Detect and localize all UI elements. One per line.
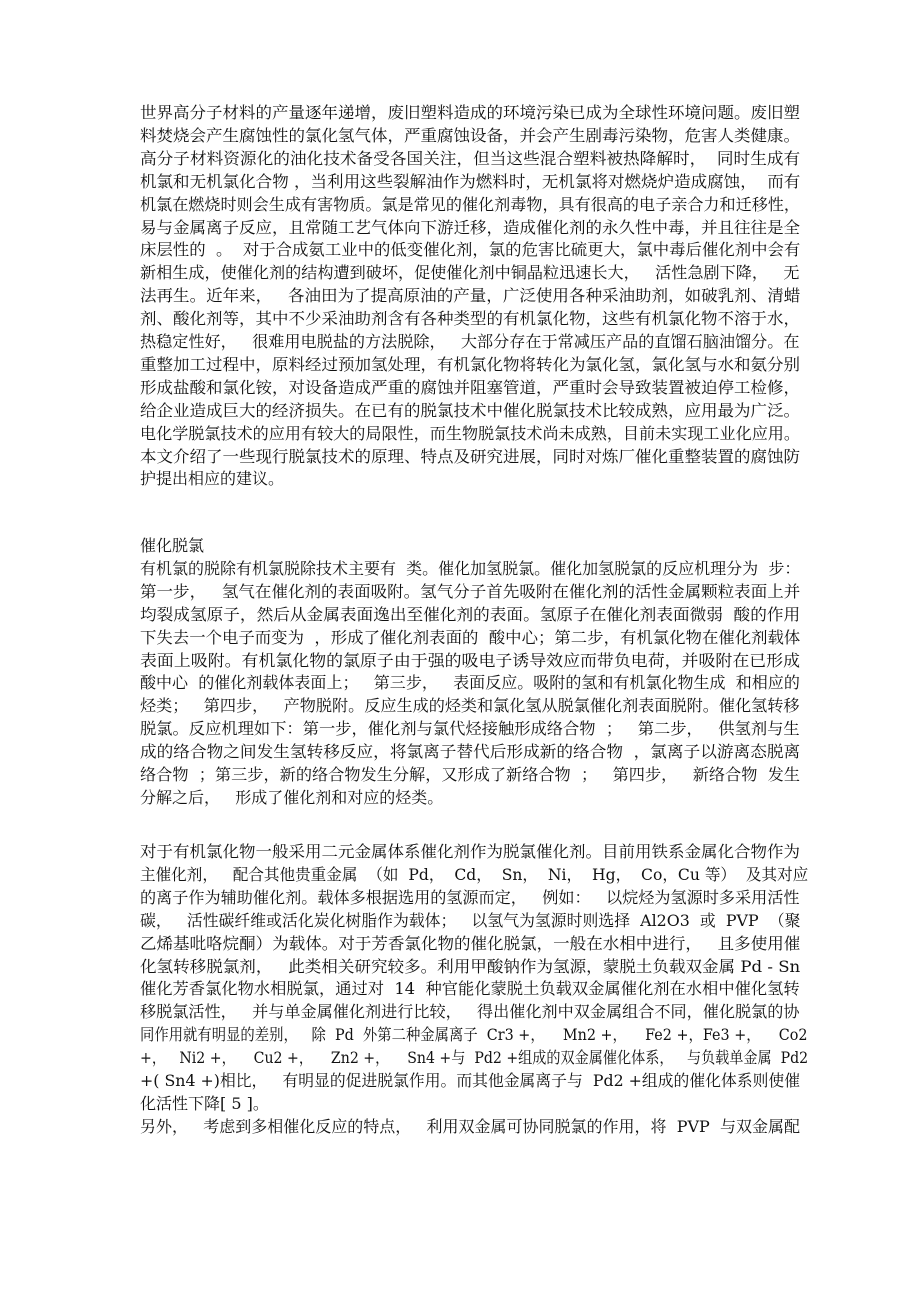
text-line: +， Ni2 +， Cu2 +， Zn2 +， Sn4 +与 Pd2 +组成的双金属催化体系， 与负载单金属 Pd2 [140, 1048, 809, 1068]
text-line: 重整加工过程中，原料经过预加氢处理，有机氯化物将转化为氯化氢，氯化氢与水和氨分别 [140, 354, 801, 374]
text-line: 有机氯的脱除有机氯脱除技术主要有 类。催化加氢脱氯。催化加氢脱氯的反应机理分为 步： [140, 558, 801, 578]
text-line: 化活性下降[ 5 ]。 [140, 1093, 269, 1113]
text-line: 高分子材料资源化的油化技术备受各国关注，但当这些混合塑料被热降解时， 同时生成有 [140, 148, 801, 168]
text-line: 移脱氯活性， 并与单金属催化剂进行比较， 得出催化剂中双金属组合不同，催化脱氯的协 [140, 1002, 800, 1022]
text-line: 世界高分子材料的产量逐年递增，废旧塑料造成的环境污染已成为全球性环境问题。废旧塑 [140, 103, 801, 122]
text-line: 电化学脱氯技术的应用有较大的局限性，而生物脱氯技术尚未成熟，目前未实现工业化应用。 [140, 423, 801, 443]
text-line: 脱氯。反应机理如下：第一步，催化剂与氯代烃接触形成络合物 ； 第二步， 供氢剂与生 [140, 719, 800, 739]
text-line: 剂、酸化剂等，其中不少采油助剂含有各种类型的有机氯化物，这些有机氯化物不溶于水， [140, 309, 801, 329]
text-line: 对于有机氯化物一般采用二元金属体系催化剂作为脱氯催化剂。目前用铁系金属化合物作为 [140, 842, 801, 861]
text-line: 表面上吸附。有机氯化物的氯原子由于强的吸电子诱导效应而带负电荷，并吸附在已形成 [140, 650, 801, 670]
text-line: 乙烯基吡咯烷酮）为载体。对于芳香氯化物的催化脱氯，一般在水相中进行， 且多使用催 [140, 933, 801, 953]
text-line: 成的络合物之间发生氢转移反应，将氯离子替代后形成新的络合物 ，氯离子以游离态脱离 [140, 742, 801, 762]
text-line: 易与金属离子反应，且常随工艺气体向下游迁移，造成催化剂的永久性中毒，并且往往是全 [140, 217, 801, 237]
text-line: 下失去一个电子而变为 ，形成了催化剂表面的 酸中心；第二步，有机氯化物在催化剂载体 [140, 627, 801, 647]
text-line: 另外， 考虑到多相催化反应的特点， 利用双金属可协同脱氯的作用，将 PVP 与双金属配 [140, 1116, 800, 1136]
text-line: 主催化剂， 配合其他贵重金属 （如 Pd， Cd， Sn， Ni， Hg， Co，Cu 等） 及其对应 [140, 864, 809, 884]
text-line: 同作用就有明显的差别， 除 Pd 外第二种金属离子 Cr3 +， Mn2 +， Fe2 +，Fe3 +， Co2 [140, 1025, 808, 1045]
text-line: 料焚烧会产生腐蚀性的氯化氢气体，严重腐蚀设备，并会产生剧毒污染物，危害人类健康。 [140, 125, 801, 145]
text-line: 形成盐酸和氯化铵，对设备造成严重的腐蚀并阻塞管道，严重时会导致装置被迫停工检修， [140, 377, 801, 397]
text-line: 的离子作为辅助催化剂。载体多根据选用的氢源而定， 例如： 以烷烃为氢源时多采用活性 [140, 887, 800, 907]
text-line: 机氯和无机氯化合物 ，当利用这些裂解油作为燃料时，无机氯将对燃烧炉造成腐蚀， 而有 [140, 171, 801, 191]
text-line: 化氢转移脱氯剂， 此类相关研究较多。利用甲酸钠作为氢源，蒙脱土负载双金属 Pd - Sn [140, 956, 801, 976]
text-line: 烃类； 第四步， 产物脱附。反应生成的烃类和氯化氢从脱氯催化剂表面脱附。催化氢转移 [140, 696, 800, 716]
text-line: 本文介绍了一些现行脱氯技术的原理、特点及研究进展，同时对炼厂催化重整装置的腐蚀防 [140, 446, 801, 466]
text-line: 络合物 ；第三步，新的络合物发生分解，又形成了新络合物 ； 第四步， 新络合物 发生 [140, 765, 801, 784]
text-line: 酸中心 的催化剂载体表面上； 第三步， 表面反应。吸附的氢和有机氯化物生成 和相应的 [140, 673, 800, 693]
text-line: 均裂成氢原子，然后从金属表面逸出至催化剂的表面。氢原子在催化剂表面微弱 酸的作用 [140, 604, 801, 624]
text-line: 催化脱氯 [140, 536, 205, 555]
text-line: 给企业造成巨大的经济损失。在已有的脱氯技术中催化脱氯技术比较成熟，应用最为广泛。 [140, 400, 801, 420]
text-line: 第一步， 氢气在催化剂的表面吸附。氢气分子首先吸附在催化剂的活性金属颗粒表面上并 [140, 581, 801, 601]
text-line: +( Sn4 +)相比， 有明显的促进脱氯作用。而其他金属离子与 Pd2 +组成的催化体系则使催 [140, 1071, 801, 1090]
text-line: 催化芳香氯化物水相脱氯，通过对 14 种官能化蒙脱土负载双金属催化剂在水相中催化氢转 [140, 979, 800, 999]
text-line: 机氯在燃烧时则会生成有害物质。氯是常见的催化剂毒物，具有很高的电子亲合力和迁移性， [140, 194, 801, 214]
text-line: 分解之后， 形成了催化剂和对应的烃类。 [140, 787, 444, 807]
text-line: 床层性的 。 对于合成氨工业中的低变催化剂，氯的危害比硫更大，氯中毒后催化剂中会有 [140, 240, 801, 260]
text-line: 护提出相应的建议。 [140, 469, 285, 489]
text-line: 新相生成，使催化剂的结构遭到破坏，促使催化剂中铜晶粒迅速长大， 活性急剧下降， 无 [140, 263, 800, 283]
text-line: 法再生。近年来， 各油田为了提高原油的产量，广泛使用各种采油助剂，如破乳剂、清蜡 [140, 286, 801, 306]
text-line: 热稳定性好， 很难用电脱盐的方法脱除， 大部分存在于常减压产品的直馏石脑油馏分。在 [140, 332, 800, 351]
text-line: 碳， 活性碳纤维或活化炭化树脂作为载体； 以氢气为氢源时则选择 Al2O3 或 PVP （聚 [140, 910, 801, 930]
